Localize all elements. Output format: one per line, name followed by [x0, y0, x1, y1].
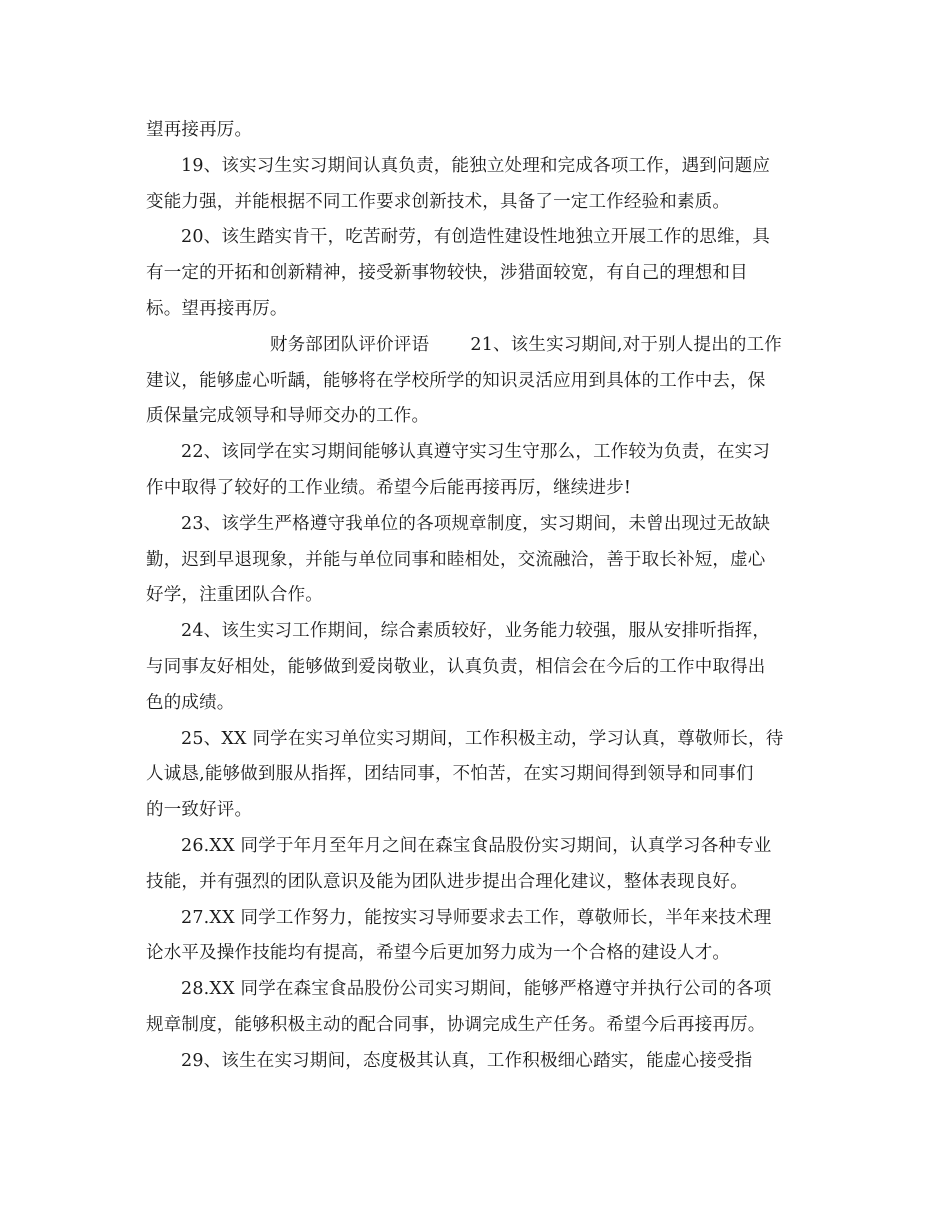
- text-line: 27.XX 同学工作努力，能按实习导师要求去工作，尊敬师长，半年来技术理: [181, 907, 772, 928]
- text-line: 28.XX 同学在森宝食品股份公司实习期间，能够严格遵守并执行公司的各项: [181, 979, 772, 1000]
- text-line: 23、该学生严格遵守我单位的各项规章制度，实习期间，未曾出现过无故缺: [181, 513, 771, 534]
- paragraph: [146, 722, 806, 829]
- paragraph: [146, 220, 806, 327]
- paragraph: [146, 614, 806, 721]
- text-line: 变能力强，并能根据不同工作要求创新技术，具备了一定工作经验和素质。: [146, 191, 731, 212]
- text-line: 有一定的开拓和创新精神，接受新事物较快，涉猎面较宽，有自己的理想和目: [146, 263, 748, 284]
- text-line: 人诚恳,能够做到服从指挥，团结同事，不怕苦，在实习期间得到领导和同事们: [146, 764, 754, 785]
- document-page: [146, 113, 806, 1080]
- paragraph: [146, 435, 806, 507]
- text-line: 标。望再接再厉。: [146, 298, 288, 319]
- text-line: 勤，迟到早退现象，并能与单位同事和睦相处，交流融洽，善于取长补短，虚心: [146, 549, 766, 570]
- text-line: 与同事友好相处，能够做到爱岗敬业，认真负责，相信会在今后的工作中取得出: [146, 656, 766, 677]
- text-line: 技能，并有强烈的团队意识及能为团队进步提出合理化建议，整体表现良好。: [146, 871, 748, 892]
- text-line: 29、该生在实习期间，态度极其认真，工作积极细心踏实，能虚心接受指: [181, 1050, 753, 1071]
- paragraph: [146, 1044, 806, 1080]
- text-line: 25、XX 同学在实习单位实习期间，工作积极主动，学习认真，尊敬师长，待: [181, 728, 784, 749]
- paragraph: [146, 149, 806, 221]
- paragraph: [146, 328, 806, 435]
- text-line: 22、该同学在实习期间能够认真遵守实习生守那么，工作较为负责，在实习: [181, 442, 771, 463]
- text-line: 的一致好评。: [146, 800, 253, 821]
- paragraph: [146, 507, 806, 614]
- text-line: 规章制度，能够积极主动的配合同事，协调完成生产任务。希望今后再接再厉。: [146, 1014, 766, 1035]
- text-line: 财务部团队评价评语 21、该生实习期间,对于别人提出的工作: [146, 334, 782, 355]
- text-line: 19、该实习生实习期间认真负责，能独立处理和完成各项工作，遇到问题应: [181, 155, 771, 176]
- text-line: 色的成绩。: [146, 692, 235, 713]
- paragraph: [146, 829, 806, 901]
- paragraph: [146, 901, 806, 973]
- text-line: 作中取得了较好的工作业绩。希望今后能再接再厉，继续进步!: [146, 477, 632, 498]
- text-line: 论水平及操作技能均有提高，希望今后更加努力成为一个合格的建设人才。: [146, 943, 731, 964]
- text-line: 26.XX 同学于年月至年月之间在森宝食品股份实习期间，认真学习各种专业: [181, 835, 772, 856]
- text-line: 好学，注重团队合作。: [146, 585, 323, 606]
- text-line: 质保量完成领导和导师交办的工作。: [146, 406, 430, 427]
- text-line: 24、该生实习工作期间，综合素质较好，业务能力较强，服从安排听指挥，: [181, 621, 771, 642]
- paragraph: [146, 113, 806, 149]
- text-line: 建议，能够虚心听龋，能够将在学校所学的知识灵活应用到具体的工作中去，保: [146, 370, 766, 391]
- paragraph: [146, 972, 806, 1044]
- text-line: 20、该生踏实肯干，吃苦耐劳，有创造性建设性地独立开展工作的思维，具: [181, 227, 771, 248]
- text-line: 望再接再厉。: [146, 120, 253, 140]
